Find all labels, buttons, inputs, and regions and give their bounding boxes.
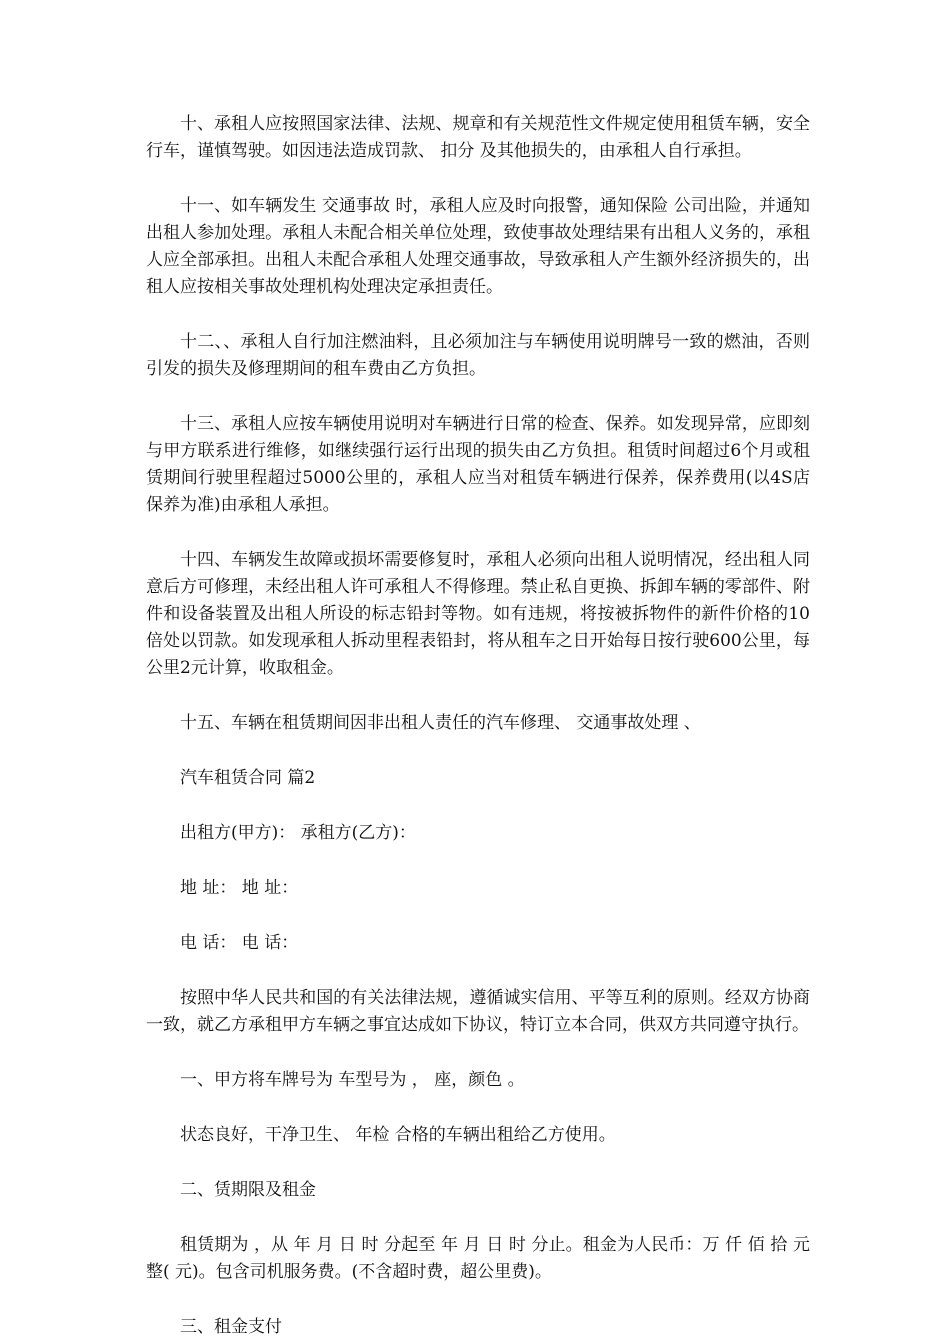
clause-12: 十二、、承租人自行加注燃油料，且必须加注与车辆使用说明牌号一致的燃油，否则引发的损失及修理期间的租车费由乙方负担。 (146, 332, 810, 379)
clause-15: 十五、车辆在租赁期间因非出租人责任的汽车修理、 交通事故处理 、 (180, 713, 701, 733)
clause-10: 十、承租人应按照国家法律、法规、规章和有关规范性文件规定使用租赁车辆，安全行车，谨慎驾驶。如因违法造成罚款、 扣分 及其他损失的，由承租人自行承担。 (146, 114, 810, 161)
clause-14: 十四、车辆发生故障或损坏需要修复时，承租人必须向出租人说明情况，经出租人同意后方可修理，未经出租人许可承租人不得修理。禁止私自更换、拆卸车辆的零部件、附件和设备装置及出租人所设的标志铅封等物。如有违规，将按被拆物件的新件价格的10倍处以罚款。如发现承租人拆动里程表铅封，将从租车之日开始每日按行驶600公里，每公里2元计算，收取租金。 (146, 550, 810, 678)
phone-line: 电 话： 电 话： (180, 933, 299, 953)
parties-line: 出租方(甲方)： 承租方(乙方)： (180, 823, 416, 843)
article-2-body: 租赁期为 ，从 年 月 日 时 分起至 年 月 日 时 分止。租金为人民币：万 仟 佰 拾 元整( 元)。包含司机服务费。(不含超时费，超公里费)。 (146, 1235, 810, 1282)
article-1: 一、甲方将车牌号为 车型号为 ， 座，颜色 。 (180, 1070, 525, 1090)
article-3-heading: 三、租金支付 (180, 1317, 282, 1337)
article-2-heading: 二、赁期限及租金 (180, 1180, 316, 1200)
clause-11: 十一、如车辆发生 交通事故 时，承租人应及时向报警，通知保险 公司出险，并通知出租人参加处理。承租人未配合相关单位处理，致使事故处理结果有出租人义务的，承租人应全部承担。出租人未配合承租人处理交通事故，导致承租人产生额外经济损失的，出租人应按相关事故处理机构处理决定承担责任。 (146, 196, 810, 297)
address-line: 地 址： 地 址： (180, 878, 299, 898)
preamble: 按照中华人民共和国的有关法律法规，遵循诚实信用、平等互利的原则。经双方协商一致，就乙方承租甲方车辆之事宜达成如下协议，特订立本合同，供双方共同遵守执行。 (146, 988, 810, 1035)
section-title: 汽车租赁合同 篇2 (180, 768, 316, 788)
article-1-condition: 状态良好，干净卫生、 年检 合格的车辆出租给乙方使用。 (180, 1125, 616, 1145)
clause-13: 十三、承租人应按车辆使用说明对车辆进行日常的检查、保养。如发现异常，应即刻与甲方联系进行维修，如继续强行运行出现的损失由乙方负担。租赁时间超过6个月或租赁期间行驶里程超过5000公里的，承租人应当对租赁车辆进行保养，保养费用(以4S店保养为准)由承租人承担。 (146, 414, 810, 515)
